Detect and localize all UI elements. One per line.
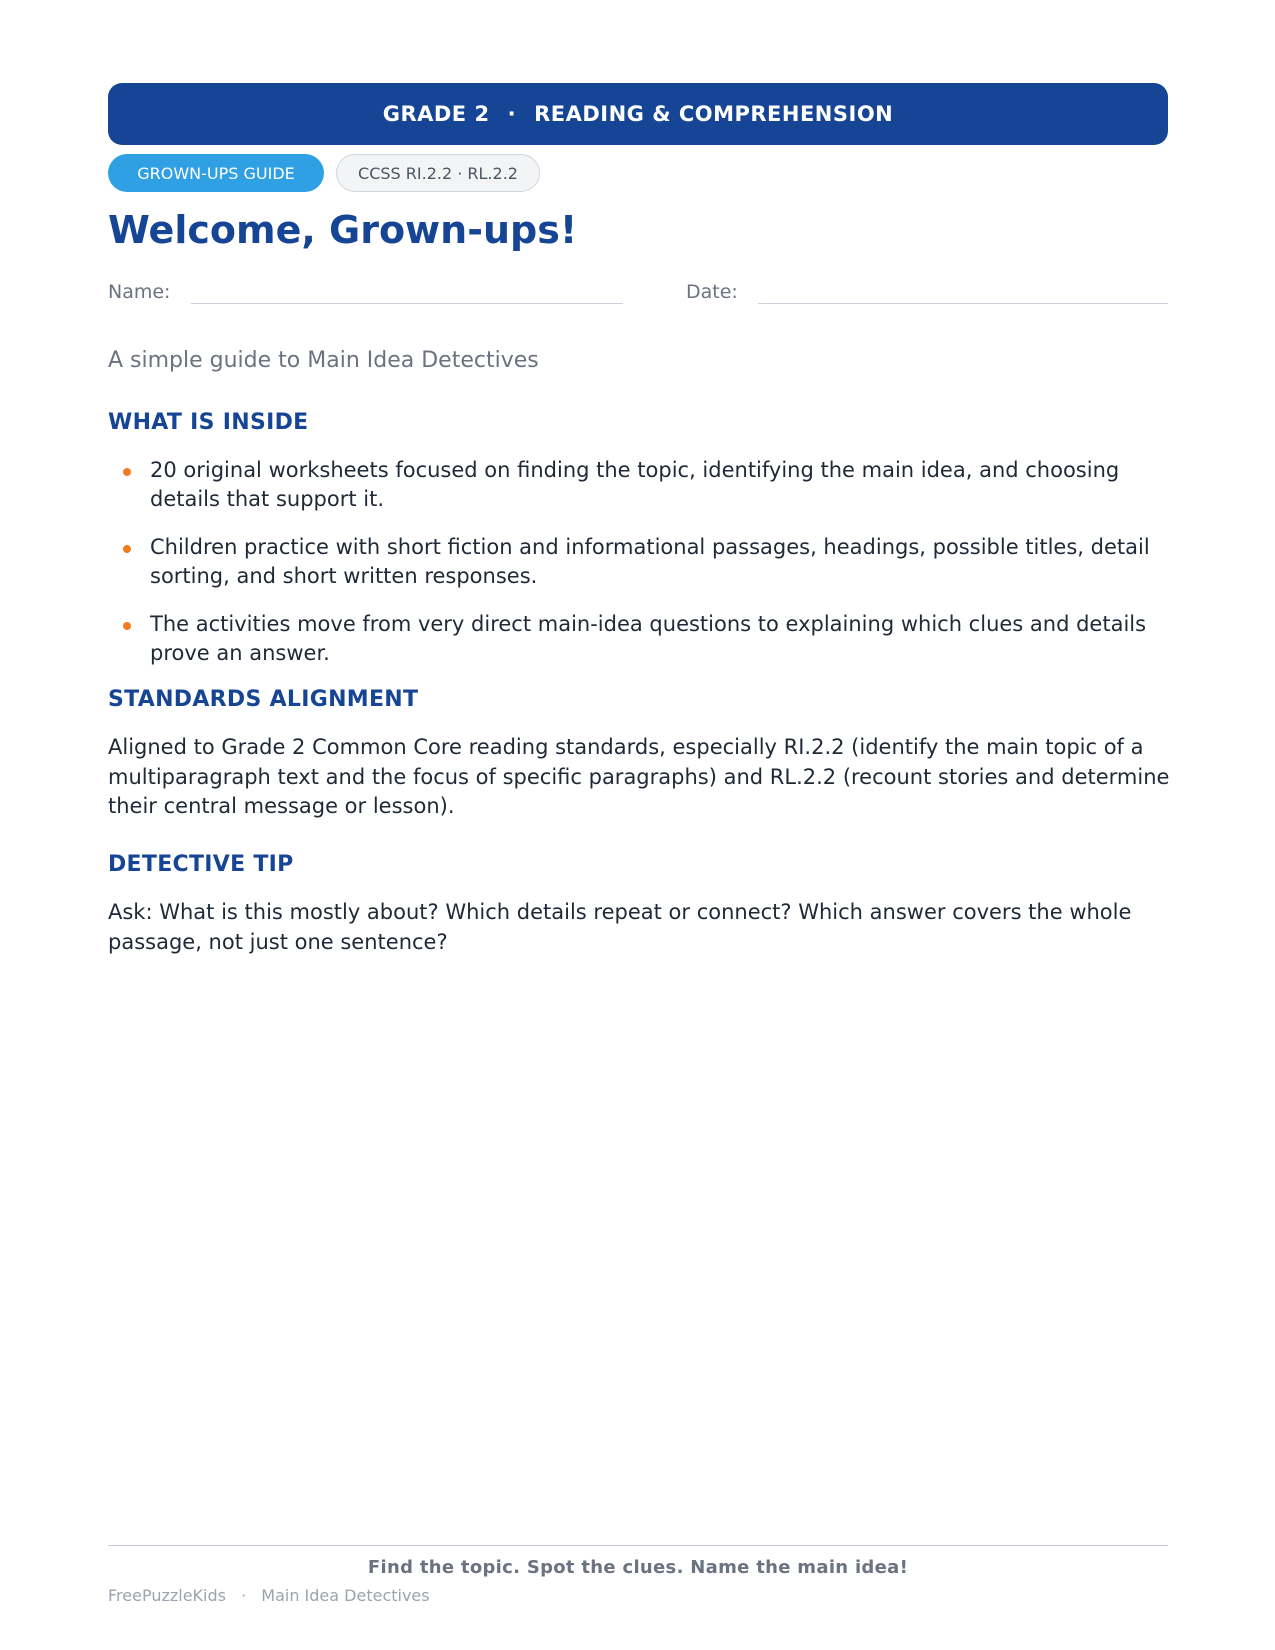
banner-grade: GRADE 2 xyxy=(382,102,490,126)
footer-separator: · xyxy=(241,1586,247,1605)
page-subtitle: A simple guide to Main Idea Detectives xyxy=(108,348,539,373)
date-label: Date: xyxy=(686,281,738,303)
name-field[interactable] xyxy=(191,303,623,304)
standards-heading: STANDARDS ALIGNMENT xyxy=(108,687,419,712)
date-field[interactable] xyxy=(758,303,1168,304)
list-item-text: The activities move from very direct main-idea questions to explaining which clues and details prove an answer. xyxy=(150,612,1147,665)
footer-brand: FreePuzzleKids xyxy=(108,1586,226,1605)
bullet-icon xyxy=(123,622,131,630)
list-item xyxy=(108,533,1178,591)
grade-banner xyxy=(108,83,1168,145)
name-label: Name: xyxy=(108,281,171,303)
inside-heading: WHAT IS INSIDE xyxy=(108,410,309,435)
footer-tagline: Find the topic. Spot the clues. Name the main idea! xyxy=(367,1557,909,1578)
footer-meta xyxy=(108,1586,430,1605)
standards-text: Aligned to Grade 2 Common Core reading standards, especially RI.2.2 (identify the main topic of a multiparagraph text and the focus of specific paragraphs) and RL.2.2 (recount stories and determine their central message or lesson). xyxy=(108,735,1170,818)
list-item-text: 20 original worksheets focused on finding the topic, identifying the main idea, and choosing details that support it. xyxy=(150,458,1120,511)
tip-heading: DETECTIVE TIP xyxy=(108,852,294,877)
bullet-icon xyxy=(123,468,131,476)
footer-divider xyxy=(108,1545,1168,1546)
footer-product: Main Idea Detectives xyxy=(261,1586,430,1605)
inside-list xyxy=(108,456,1178,687)
standards-tag: CCSS RI.2.2 · RL.2.2 xyxy=(336,154,540,192)
tag-row xyxy=(108,154,540,192)
list-item-text: Children practice with short fiction and informational passages, headings, possible titles, detail sorting, and short written responses. xyxy=(150,535,1150,588)
page-title: Welcome, Grown-ups! xyxy=(108,208,578,252)
banner-subject: READING & COMPREHENSION xyxy=(534,102,894,126)
guide-tag: GROWN-UPS GUIDE xyxy=(108,154,324,192)
tip-text: Ask: What is this mostly about? Which details repeat or connect? Which answer covers the whole passage, not just one sentence? xyxy=(108,900,1132,954)
banner-separator: · xyxy=(507,102,517,126)
bullet-icon xyxy=(123,545,131,553)
list-item xyxy=(108,610,1178,668)
list-item xyxy=(108,456,1178,514)
